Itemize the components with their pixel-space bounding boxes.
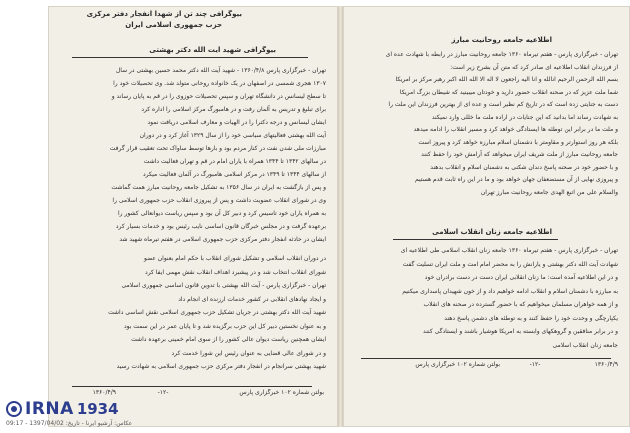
body-text-line: ۱۳۰۷ هجری شمسی در اصفهان در یک خانواده روحانی متولد شد. وی تحصیلات خود را — [113, 80, 326, 87]
right-document-page — [343, 6, 630, 427]
body-text-line: به مبارزه با دشمنان اسلام و انقلاب ادامه خواهیم داد و از خون شهیدان پاسداری میکنیم — [402, 287, 618, 295]
body-text-line: تهران - خبرگزاری پارس - هفتم تیرماه ۱۳۶۰ جامعه روحانیت مبارز در رابطه با شهادت عده ای — [385, 51, 618, 58]
body-text-line: بلکه هر روز استوارتر و مقاومتر با دشمنان اسلام مبارزه خواهد کرد و پیروز است — [418, 138, 618, 146]
irna-logo — [6, 399, 119, 419]
body-text-line: و ملت ما در برابر این توطئه ها ایستادگی خواهد کرد و مسیر انقلاب را ادامه میدهد — [413, 126, 618, 133]
body-text-line: از سالهای ۱۳۴۴ تا ۱۳۴۹ در مرکز اسلامی هامبورگ در آلمان فعالیت میکرد — [142, 171, 326, 178]
body-text-line: شهید بهشتی سرانجام در انفجار دفتر مرکزی حزب جمهوری اسلامی به شهادت رسید — [116, 363, 326, 370]
body-text-line: شورای انقلاب انتخاب شد و در پیشبرد اهداف انقلاب نقش مهمی ایفا کرد — [145, 268, 326, 276]
left-footer-bulletin: بولتن شماره ۱۰۲ خبرگزاری پارس — [239, 389, 324, 396]
left-header-line-2: حزب جمهوری اسلامی ایران — [125, 21, 222, 29]
body-text-line: به همراه یاران خود تاسیس کرد و دبیر کل آن بود و سپس ریاست دیوانعالی کشور را — [117, 210, 326, 217]
right-footer-bulletin: بولتن شماره ۱۰۲ خبرگزاری پارس — [415, 361, 500, 368]
body-text-line: بسم الله الرحمن الرحیم انالله و انا الیه راجعون لا اله الا الله الله اکبر رهبر مرکز بر امریکا — [395, 76, 618, 83]
irna-logo-year: 1934 — [76, 400, 119, 418]
body-text-line: برعهده گرفت و در مجلس خبرگان قانون اساسی نایب رئیس بود و خدمات بسیار کرد — [115, 223, 326, 230]
body-text-line: ایشان همچنین ریاست دیوان عالی کشور را از سوی امام خمینی برعهده داشت — [131, 336, 326, 343]
irna-logo-text: IRNA — [25, 399, 74, 419]
body-text-line: و با حضور خود در صحنه پاسخ دندان شکنی به دشمنان اسلام و انقلاب بدهند — [430, 163, 618, 171]
left-footer-page: -۱۲- — [157, 389, 169, 396]
body-text-line: و ایجاد نهادهای انقلابی در کشور خدمات ارزنده ای انجام داد — [178, 295, 326, 303]
body-text-line: وی در شورای انقلاب عضویت داشت و پس از پیروزی انقلاب حزب جمهوری اسلامی را — [112, 197, 326, 204]
body-text-line: در سالهای ۱۳۴۲ تا ۱۳۴۴ همراه با یاران امام در قم و تهران فعالیت داشت — [143, 158, 326, 165]
left-header-line-1: بیوگرافی چند تن از شهدا انفجار دفتر مرکزی — [86, 10, 242, 18]
left-footer-rule — [72, 386, 312, 387]
right-page-header-2: اطلاعیه جامعه زنان انقلاب اسلامی — [432, 228, 552, 236]
body-text-line: از فرزندان انقلاب اطلاعیه ای صادر کرد که متن آن بشرح زیر است: — [450, 63, 618, 71]
right-header2-rule — [393, 239, 558, 240]
body-text-line: جامعه زنان انقلاب اسلامی — [552, 341, 618, 349]
body-text-line: تهران - خبرگزاری پارس ۱۳۶۰/۴/۸ - شهید آیت الله دکتر محمد حسین بهشتی در سال — [115, 67, 326, 74]
body-text-line: دست به جنایتی زده است که در تاریخ کم نظیر است و عده ای از بهترین فرزندان این ملت را — [388, 101, 618, 108]
right-page-header: اطلاعیه جامعه روحانیت مبارز — [451, 36, 552, 44]
body-text-line: و پیروزی نهایی از آن مستضعفان جهان خواهد بود و ما در این راه ثابت قدم هستیم — [415, 176, 618, 183]
body-text-line: به شهادت رساند اما بدانید که این جنایات در اراده ملت ما خللی وارد نمیکند — [431, 113, 618, 121]
body-text-line: شما ملت عزیز که در صحنه انقلاب حضور دارید و خودتان میبینید که شیطان بزرگ امریکا — [399, 88, 618, 96]
body-text-line: والسلام علی من اتبع الهدی جامعه روحانیت مبارز تهران — [480, 188, 618, 196]
body-text-line: آیت الله بهشتی فعالیتهای سیاسی خود را از سال ۱۳۲۹ آغاز کرد و در دوران — [139, 132, 326, 139]
body-text-line: مبارزات ملی شدن نفت در کنار مردم بود و بارها توسط ساواک تحت تعقیب قرار گرفت — [109, 145, 326, 152]
body-text-line: یکپارچگی و وحدت خود را حفظ کنند و به توطئه های دشمن پاسخ دهند — [444, 314, 618, 322]
body-text-line: و در شورای عالی قضایی به عنوان رئیس این شورا خدمت کرد — [171, 349, 326, 357]
left-document-page — [48, 6, 338, 427]
body-text-line: برای تبلیغ و تدریس به آلمان رفت و در هامبورگ مرکز اسلامی را اداره کرد — [141, 106, 326, 113]
body-text-line: شهید آیت الله دکتر بهشتی در جریان تشکیل حزب جمهوری اسلامی نقش اساسی داشت — [108, 309, 326, 316]
body-text-line: جامعه روحانیت مبارز از ملت شریف ایران میخواهد که آرامش خود را حفظ کنند — [421, 151, 618, 158]
right-footer-page: -۱۲- — [529, 361, 541, 368]
left-page-title: بیوگرافی شهید آیت الله دکتر بهشتی — [149, 46, 276, 54]
photo-caption: عکاس: آرشیو ایرنا - تاریخ: 1397/04/02 - 09:17 — [6, 420, 133, 427]
body-text-line: و در برابر منافقین و گروهکهای وابسته به امریکا هوشیار باشند و ایستادگی کنند — [423, 328, 618, 335]
body-text-line: و به عنوان نخستین دبیر کل این حزب برگزیده شد و تا پایان عمر در این سمت بود — [123, 322, 326, 330]
body-text-line: و در این اطلاعیه آمده است: ما زنان انقلابی ایران دست در دست برادران خود — [424, 274, 618, 281]
body-text-line: و پس از بازگشت به ایران در سال ۱۳۵۶ به تشکیل جامعه روحانیت مبارز همت گماشت — [111, 184, 326, 191]
body-text-line: و از همه خواهران مسلمان میخواهیم که با حضور گسترده در صحنه های انقلاب — [423, 301, 618, 308]
left-title-rule — [72, 57, 308, 58]
left-footer-date: ۱۳۶۰/۴/۹ — [92, 389, 116, 396]
right-footer-rule — [361, 358, 611, 359]
body-text-line: تهران - خبرگزاری پارس - هفتم تیرماه ۱۳۶۰ جامعه زنان انقلاب اسلامی طی اطلاعیه ای — [400, 247, 618, 254]
body-text-line: شهادت آیت الله دکتر بهشتی و یارانش را به محضر امام امت و ملت ایران تسلیت گفت — [402, 260, 618, 268]
body-text-line: ایشان لیسانس و درجه دکترا را در الهیات و معارف اسلامی دریافت نمود — [147, 119, 326, 126]
irna-emblem-icon — [6, 401, 22, 417]
body-text-line: ایشان در حادثه انفجار دفتر مرکزی حزب جمهوری اسلامی در هفتم تیرماه شهید شد — [119, 236, 326, 243]
body-text-line: در دوران انقلاب اسلامی و تشکیل شورای انقلاب با حکم امام بعنوان عضو — [143, 255, 326, 262]
right-footer-date: ۱۳۶۰/۴/۹ — [594, 361, 618, 368]
body-text-line: تا سطح لیسانس در دانشگاه تهران و سپس تحصیلات حوزوی را در قم به پایان رساند و — [111, 93, 326, 100]
body-text-line: تهران - خبرگزاری پارس - آیت الله بهشتی با تدوین قانون اساسی جمهوری اسلامی — [121, 282, 326, 289]
